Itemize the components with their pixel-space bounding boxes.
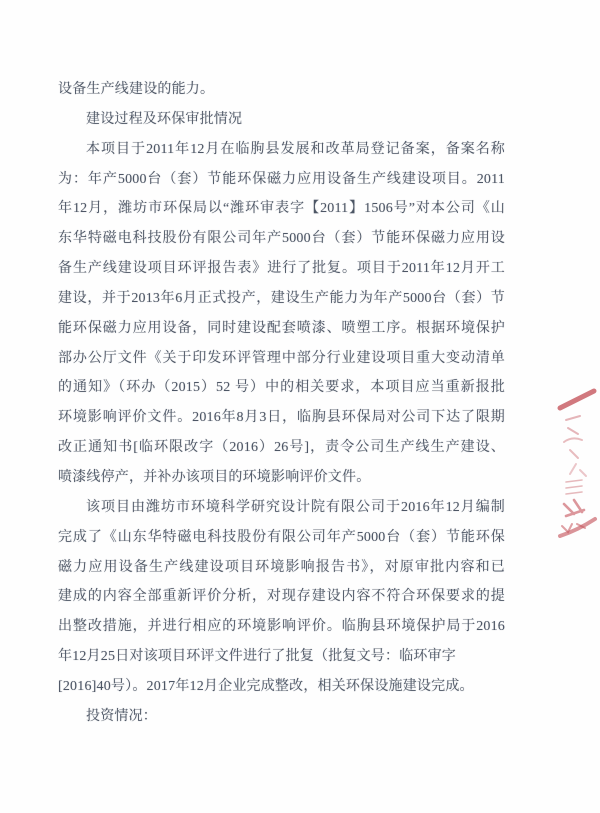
text-line: 能环保磁力应用设备，同时建设配套喷漆、喷塑工序。根据环境保护 [58,320,505,336]
text-line: 本项目于2011年12月在临朐县发展和改革局登记备案，备案名称 [86,141,505,157]
text-line: 年12月25日对该项目环评文件进行了批复（批复文号：临环审字 [58,649,456,665]
text-line: 为：年产5000台（套）节能环保磁力应用设备生产线建设项目。2011 [58,171,505,187]
text-line: 年12月，潍坊市环保局以“潍环审表字【2011】1506号”对本公司《山 [58,201,505,217]
red-seal-fragment [556,386,600,538]
text-line: 投资情况： [86,708,157,724]
text-line: 东华特磁电科技股份有限公司年产5000台（套）节能环保磁力应用设 [58,231,505,247]
document-body [58,75,505,732]
text-line: 改正通知书[临环限改字（2016）26号]，责令公司生产线生产建设、 [58,440,505,456]
text-line: 出整改措施，并进行相应的环境影响评价。临朐县环境保护局于2016 [58,619,505,635]
text-line: 建设过程及环保审批情况 [86,111,243,127]
text-line: 磁力应用设备生产线建设项目环境影响报告书》，对原审批内容和已 [58,559,505,575]
text-line: 的通知》（环办（2015）52 号）中的相关要求，本项目应当重新报批 [58,380,505,396]
text-line: 建成的内容全部重新评价分析，对现存建设内容不符合环保要求的提 [58,589,505,605]
text-line: 备生产线建设项目环评报告表》进行了批复。项目于2011年12月开工 [58,261,505,277]
text-line: 设备生产线建设的能力。 [58,82,215,97]
text-line: 部办公厅文件《关于印发环评管理中部分行业建设项目重大变动清单 [58,350,505,366]
text-line: 环境影响评价文件。2016年8月3日，临朐县环保局对公司下达了限期 [58,410,505,426]
text-line: 建设，并于2013年6月正式投产，建设生产能力为年产5000台（套）节 [58,290,505,306]
text-line: [2016]40号）。2017年12月企业完成整改，相关环保设施建设完成。 [58,678,474,694]
text-line: 完成了《山东华特磁电科技股份有限公司年产5000台（套）节能环保 [58,529,505,545]
text-line: 该项目由潍坊市环境科学研究设计院有限公司于2016年12月编制 [86,499,505,515]
text-line: 喷漆线停产，并补办该项目的环境影响评价文件。 [58,469,371,485]
